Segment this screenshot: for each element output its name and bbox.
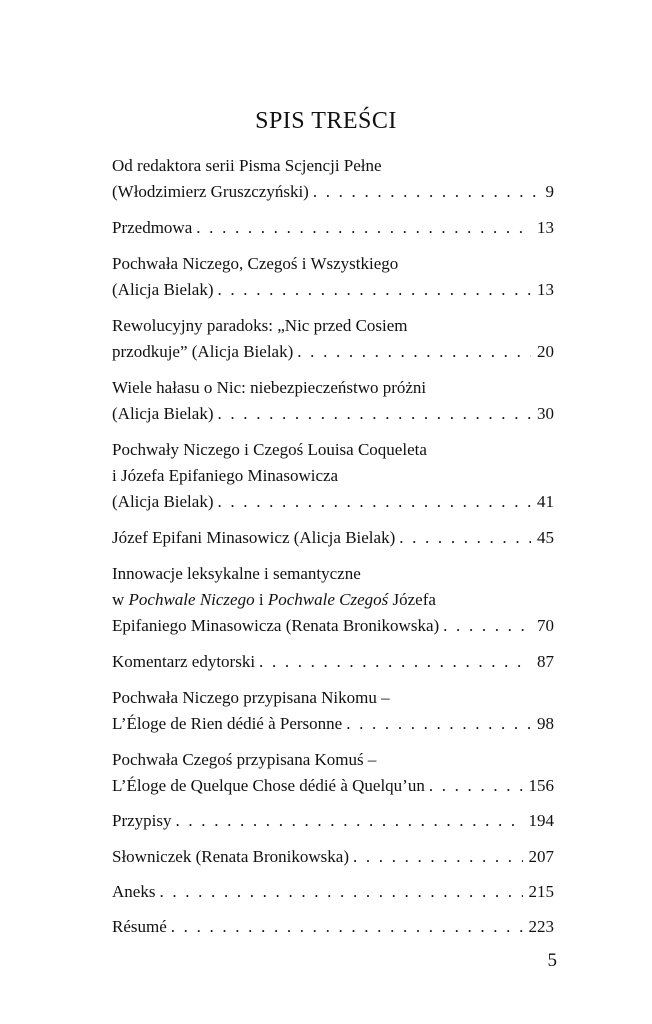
entry-line: i Józefa Epifaniego Minasowicza bbox=[112, 466, 339, 485]
entry-text: Józef Epifani Minasowicz (Alicja Bielak) bbox=[112, 528, 396, 547]
page-number: 13 bbox=[537, 218, 554, 237]
toc-entry bbox=[112, 437, 554, 515]
toc-entry bbox=[112, 251, 554, 303]
toc-entry bbox=[112, 808, 554, 834]
toc-entry bbox=[112, 879, 554, 905]
page-number: 207 bbox=[528, 847, 554, 866]
toc-entry bbox=[112, 649, 554, 675]
dot-leader bbox=[155, 879, 522, 905]
entry-text: Komentarz edytorski bbox=[112, 652, 256, 671]
page-number: 98 bbox=[537, 714, 554, 733]
toc-entry bbox=[112, 153, 554, 205]
entry-text: Résumé bbox=[112, 917, 167, 936]
page-number: 41 bbox=[537, 492, 554, 511]
entry-line: Rewolucyjny paradoks: „Nic przed Cosiem bbox=[112, 316, 408, 335]
entry-line: Od redaktora serii Pisma Scjencji Pełne bbox=[112, 156, 382, 175]
entry-text: (Alicja Bielak) bbox=[112, 404, 214, 423]
toc-entry bbox=[112, 525, 554, 551]
entry-italic-title: Pochwale Czegoś bbox=[267, 590, 389, 609]
toc-entry bbox=[112, 313, 554, 365]
page-folio: 5 bbox=[547, 950, 557, 971]
toc-entry bbox=[112, 844, 554, 870]
page-number: 194 bbox=[528, 811, 554, 830]
dot-leader bbox=[395, 525, 531, 551]
toc-entry bbox=[112, 375, 554, 427]
dot-leader bbox=[214, 277, 532, 303]
entry-text: Epifaniego Minasowicza (Renata Bronikowska) bbox=[112, 616, 440, 635]
page-title: SPIS TREŚCI bbox=[255, 108, 397, 134]
page-number: 156 bbox=[528, 776, 554, 795]
dot-leader bbox=[309, 179, 540, 205]
entry-text: przodkuje” (Alicja Bielak) bbox=[112, 342, 294, 361]
entry-text: Przedmowa bbox=[112, 218, 193, 237]
entry-line-rich bbox=[112, 587, 554, 613]
page-number: 45 bbox=[537, 528, 554, 547]
dot-leader bbox=[214, 489, 532, 515]
dot-leader bbox=[167, 914, 523, 940]
toc-entry bbox=[112, 215, 554, 241]
dot-leader bbox=[349, 844, 523, 870]
toc-entry bbox=[112, 747, 554, 799]
page-number: 223 bbox=[528, 917, 554, 936]
dot-leader bbox=[439, 613, 531, 639]
page-number: 20 bbox=[537, 342, 554, 361]
entry-word: w bbox=[112, 590, 125, 609]
entry-text: Słowniczek (Renata Bronikowska) bbox=[112, 847, 349, 866]
entry-word: Józefa bbox=[392, 590, 436, 609]
dot-leader bbox=[293, 339, 531, 365]
entry-text: (Włodzimierz Gruszczyński) bbox=[112, 182, 309, 201]
entry-word: i bbox=[258, 590, 264, 609]
entry-text: (Alicja Bielak) bbox=[112, 280, 214, 299]
page-number: 70 bbox=[537, 616, 554, 635]
entry-line: Pochwała Niczego, Czegoś i Wszystkiego bbox=[112, 254, 399, 273]
dot-leader bbox=[172, 808, 523, 834]
entry-italic-title: Pochwale Niczego bbox=[128, 590, 255, 609]
toc-entry bbox=[112, 561, 554, 639]
entry-line: Pochwały Niczego i Czegoś Louisa Coqueleta bbox=[112, 440, 427, 459]
page-number: 9 bbox=[545, 182, 554, 201]
page-number: 13 bbox=[537, 280, 554, 299]
entry-text: Przypisy bbox=[112, 811, 172, 830]
dot-leader bbox=[192, 215, 531, 241]
entry-text: L’Éloge de Rien dédié à Personne bbox=[112, 714, 343, 733]
toc-entry bbox=[112, 685, 554, 737]
page-number: 30 bbox=[537, 404, 554, 423]
dot-leader bbox=[425, 773, 523, 799]
entry-line: Pochwała Czegoś przypisana Komuś – bbox=[112, 750, 377, 769]
dot-leader bbox=[342, 711, 531, 737]
dot-leader bbox=[255, 649, 531, 675]
entry-text: L’Éloge de Quelque Chose dédié à Quelqu’un bbox=[112, 776, 425, 795]
entry-text: (Alicja Bielak) bbox=[112, 492, 214, 511]
entry-line: Innowacje leksykalne i semantyczne bbox=[112, 564, 361, 583]
page-number: 87 bbox=[537, 652, 554, 671]
entry-text: Aneks bbox=[112, 882, 156, 901]
entry-line: Pochwała Niczego przypisana Nikomu – bbox=[112, 688, 390, 707]
dot-leader bbox=[214, 401, 532, 427]
toc-entry bbox=[112, 914, 554, 940]
entry-line: Wiele hałasu o Nic: niebezpieczeństwo próżni bbox=[112, 378, 427, 397]
page-number: 215 bbox=[528, 882, 554, 901]
